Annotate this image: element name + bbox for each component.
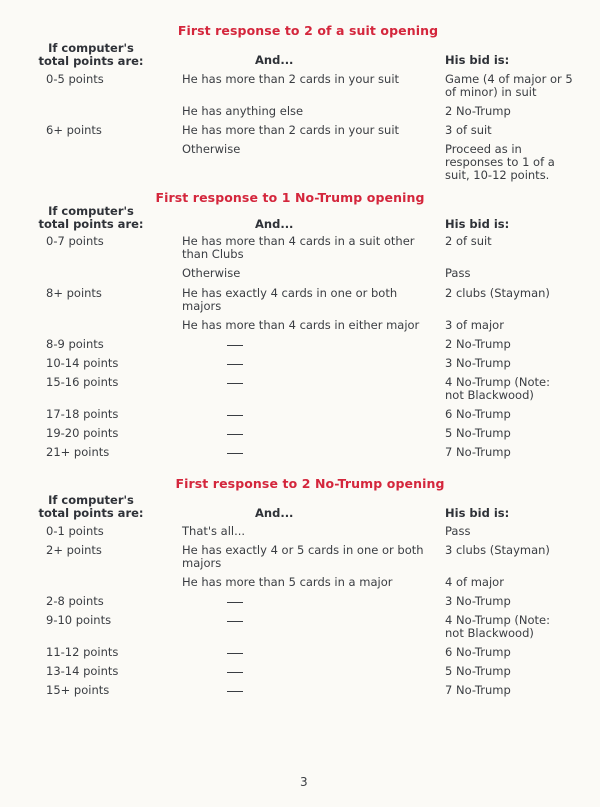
section-title: First response to 1 No-Trump opening — [155, 190, 425, 205]
bid-cell: 4 No-Trump (Note: not Blackwood) — [445, 375, 551, 402]
and-header: And... — [255, 53, 294, 67]
condition-cell: He has more than 4 cards in a suit other than Clubs — [182, 234, 415, 261]
points-cell: 13-14 points — [46, 664, 119, 678]
points-cell: 0-7 points — [46, 234, 104, 248]
condition-cell: Otherwise — [182, 266, 241, 280]
points-cell: 21+ points — [46, 445, 110, 459]
dash-mark — [227, 364, 243, 365]
bid-header: His bid is: — [445, 53, 510, 67]
points-cell: 15-16 points — [46, 375, 119, 389]
points-cell: 0-5 points — [46, 72, 104, 86]
bid-cell: Pass — [445, 266, 471, 280]
dash-mark — [227, 345, 243, 346]
bid-header: His bid is: — [445, 217, 510, 231]
points-cell: 10-14 points — [46, 356, 119, 370]
points-header: If computer's total points are: — [38, 493, 144, 520]
bid-cell: Pass — [445, 524, 471, 538]
dash-mark — [227, 621, 243, 622]
points-cell: 17-18 points — [46, 407, 119, 421]
bid-cell: 3 of suit — [445, 123, 492, 137]
bid-cell: 5 No-Trump — [445, 664, 511, 678]
and-header: And... — [255, 506, 294, 520]
dash-mark — [227, 415, 243, 416]
dash-mark — [227, 383, 243, 384]
points-cell: 19-20 points — [46, 426, 119, 440]
dash-mark — [227, 672, 243, 673]
bid-cell: 3 No-Trump — [445, 356, 511, 370]
bid-cell: 2 of suit — [445, 234, 492, 248]
condition-cell: He has more than 4 cards in either major — [182, 318, 420, 332]
bid-cell: Proceed as in responses to 1 of a suit, 10-12 points. — [445, 142, 555, 182]
dash-mark — [227, 691, 243, 692]
condition-cell: He has exactly 4 or 5 cards in one or both majors — [182, 543, 424, 570]
bid-cell: 6 No-Trump — [445, 407, 511, 421]
condition-cell: That's all... — [182, 524, 246, 538]
points-cell: 2+ points — [46, 543, 102, 557]
bid-cell: 4 No-Trump (Note: not Blackwood) — [445, 613, 551, 640]
bid-cell: Game (4 of major or 5 of minor) in suit — [445, 72, 573, 99]
points-cell: 11-12 points — [46, 645, 119, 659]
points-cell: 9-10 points — [46, 613, 112, 627]
bid-cell: 3 No-Trump — [445, 594, 511, 608]
bid-cell: 3 clubs (Stayman) — [445, 543, 550, 557]
bid-cell: 5 No-Trump — [445, 426, 511, 440]
bid-cell: 3 of major — [445, 318, 504, 332]
points-cell: 8+ points — [46, 286, 102, 300]
points-header: If computer's total points are: — [38, 41, 144, 68]
bid-cell: 4 of major — [445, 575, 504, 589]
page-number: 3 — [300, 775, 308, 789]
bid-cell: 7 No-Trump — [445, 445, 511, 459]
condition-cell: He has anything else — [182, 104, 304, 118]
bid-cell: 2 No-Trump — [445, 104, 511, 118]
section-title: First response to 2 of a suit opening — [177, 23, 439, 38]
bid-header: His bid is: — [445, 506, 510, 520]
dash-mark — [227, 602, 243, 603]
condition-cell: He has more than 2 cards in your suit — [182, 123, 400, 137]
points-cell: 0-1 points — [46, 524, 104, 538]
bid-cell: 2 No-Trump — [445, 337, 511, 351]
dash-mark — [227, 434, 243, 435]
points-cell: 15+ points — [46, 683, 110, 697]
points-cell: 8-9 points — [46, 337, 104, 351]
bid-cell: 2 clubs (Stayman) — [445, 286, 550, 300]
dash-mark — [227, 653, 243, 654]
condition-cell: Otherwise — [182, 142, 241, 156]
condition-cell: He has more than 2 cards in your suit — [182, 72, 400, 86]
points-cell: 2-8 points — [46, 594, 104, 608]
dash-mark — [227, 453, 243, 454]
bid-cell: 6 No-Trump — [445, 645, 511, 659]
and-header: And... — [255, 217, 294, 231]
condition-cell: He has exactly 4 cards in one or both majors — [182, 286, 398, 313]
condition-cell: He has more than 5 cards in a major — [182, 575, 393, 589]
section-title: First response to 2 No-Trump opening — [175, 476, 445, 491]
points-header: If computer's total points are: — [38, 204, 144, 231]
points-cell: 6+ points — [46, 123, 102, 137]
bid-cell: 7 No-Trump — [445, 683, 511, 697]
